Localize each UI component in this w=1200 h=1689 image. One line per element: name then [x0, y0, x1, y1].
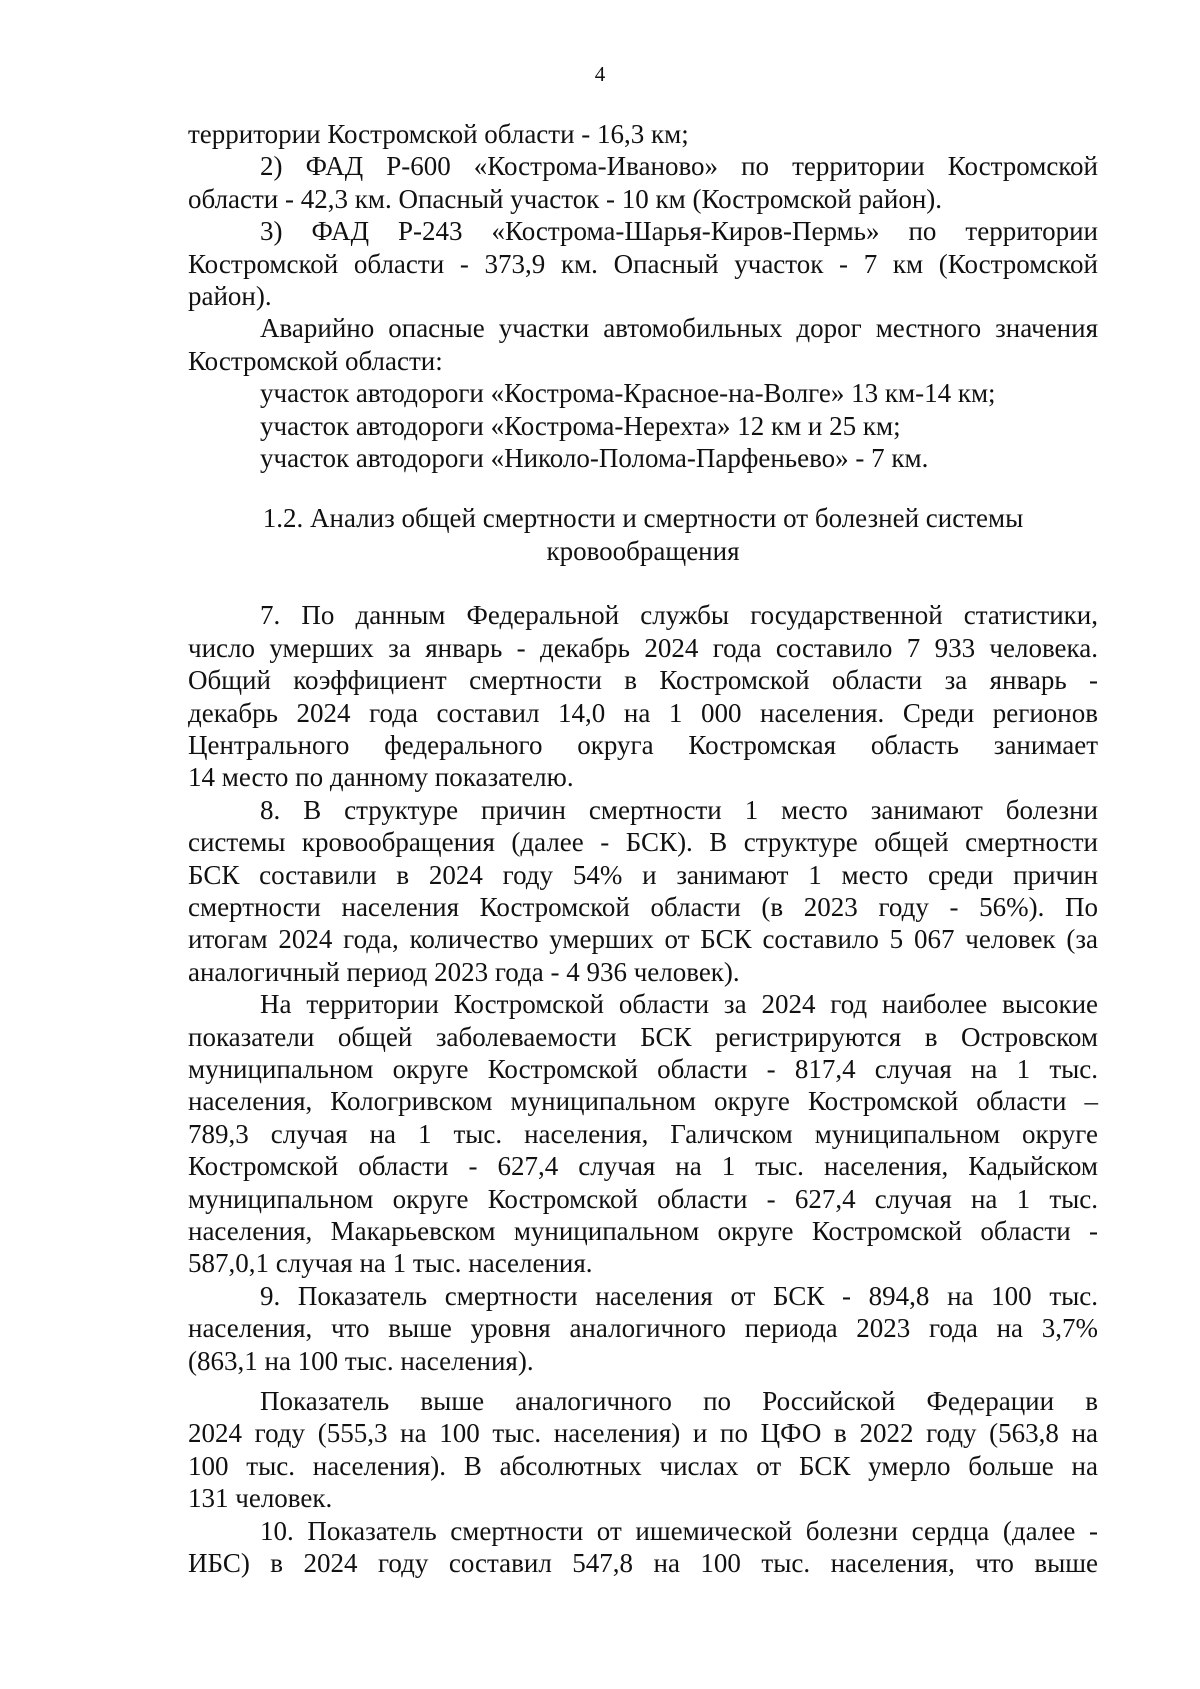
- text-line: 789,3 случая на 1 тыс. населения, Галичском муниципальном округе: [188, 1118, 1098, 1149]
- document-body: [188, 118, 1098, 1579]
- paragraph: [188, 794, 1098, 988]
- text-line: системы кровообращения (далее - БСК). В структуре общей смертности: [188, 827, 1098, 858]
- text-line: район).: [188, 281, 272, 312]
- text-line: смертности населения Костромской области (в 2023 году - 56%). По: [188, 891, 1098, 922]
- paragraph-spacer: [188, 474, 1098, 502]
- paragraph-spacer: [188, 1377, 1098, 1385]
- text-line: муниципальном округе Костромской области - 817,4 случая на 1 тыс.: [188, 1053, 1098, 1084]
- road-section-item: участок автодороги «Кострома-Красное-на-Волге» 13 км-14 км;: [260, 378, 996, 409]
- heading-line: кровообращения: [546, 535, 740, 566]
- text-line: области - 42,3 км. Опасный участок - 10 км (Костромской район).: [188, 183, 943, 214]
- text-line: Центрального федерального округа Костромская область занимает: [188, 729, 1098, 760]
- paragraph: [188, 988, 1098, 1280]
- text-line: территории Костромской области - 16,3 км;: [188, 119, 689, 149]
- text-line: населения, Макарьевском муниципальном округе Костромской области -: [188, 1216, 1098, 1246]
- text-line: 2024 году (555,3 на 100 тыс. населения) и по ЦФО в 2022 году (563,8 на: [188, 1418, 1098, 1449]
- text-line: 7. По данным Федеральной службы государственной статистики,: [260, 600, 1098, 631]
- text-line: Костромской области - 627,4 случая на 1 тыс. населения, Кадыйском: [188, 1151, 1098, 1182]
- section-heading: [188, 502, 1098, 567]
- paragraph: [188, 1385, 1098, 1515]
- paragraph: [188, 599, 1098, 793]
- text-line: На территории Костромской области за 2024 год наиболее высокие: [260, 989, 1098, 1020]
- text-line: Показатель выше аналогичного по Российской Федерации в: [260, 1386, 1098, 1417]
- paragraph: [188, 1280, 1098, 1377]
- paragraph: [188, 1515, 1098, 1580]
- road-section-item: участок автодороги «Кострома-Нерехта» 12 км и 25 км;: [260, 410, 901, 441]
- heading-line: 1.2. Анализ общей смертности и смертности от болезней системы: [262, 503, 1024, 534]
- text-line: 131 человек.: [188, 1483, 333, 1514]
- text-line: 14 место по данному показателю.: [188, 762, 574, 793]
- text-line: Аварийно опасные участки автомобильных дорог местного значения: [260, 313, 1098, 344]
- text-line: Костромской области:: [188, 345, 443, 376]
- text-line: декабрь 2024 года составил 14,0 на 1 000 населения. Среди регионов: [188, 697, 1098, 728]
- text-line: 2) ФАД Р-600 «Кострома-Иваново» по территории Костромской: [260, 151, 1098, 182]
- text-line: населения, Кологривском муниципальном округе Костромской области –: [188, 1086, 1098, 1117]
- paragraph: [188, 215, 1098, 312]
- paragraph-spacer: [188, 567, 1098, 599]
- text-line: ИБС) в 2024 году составил 547,8 на 100 тыс. населения, что выше: [188, 1548, 1098, 1579]
- paragraph: [188, 150, 1098, 215]
- text-line: БСК составили в 2024 году 54% и занимают 1 место среди причин: [188, 859, 1098, 890]
- text-line: (863,1 на 100 тыс. населения).: [188, 1345, 534, 1376]
- text-line: 100 тыс. населения). В абсолютных числах от БСК умерло больше на: [188, 1450, 1098, 1481]
- paragraph: [188, 118, 1098, 150]
- page-number: 4: [594, 62, 606, 86]
- text-line: Костромской области - 373,9 км. Опасный участок - 7 км (Костромской: [188, 248, 1098, 279]
- text-line: 3) ФАД Р-243 «Кострома-Шарья-Киров-Пермь» по территории: [260, 216, 1098, 247]
- text-line: показатели общей заболеваемости БСК регистрируются в Островском: [188, 1021, 1098, 1052]
- text-line: итогам 2024 года, количество умерших от БСК составило 5 067 человек (за: [188, 924, 1098, 955]
- text-line: муниципальном округе Костромской области - 627,4 случая на 1 тыс.: [188, 1183, 1098, 1214]
- text-line: 587,0,1 случая на 1 тыс. населения.: [188, 1248, 593, 1279]
- road-section-item: участок автодороги «Николо-Полома-Парфеньево» - 7 км.: [260, 443, 929, 474]
- text-line: аналогичный период 2023 года - 4 936 человек).: [188, 956, 740, 987]
- paragraph: [188, 312, 1098, 377]
- text-line: 8. В структуре причин смертности 1 место занимают болезни: [260, 794, 1098, 825]
- text-line: населения, что выше уровня аналогичного периода 2023 года на 3,7%: [188, 1313, 1098, 1344]
- text-line: 9. Показатель смертности населения от БСК - 894,8 на 100 тыс.: [260, 1280, 1098, 1311]
- text-line: число умерших за январь - декабрь 2024 года составило 7 933 человека.: [188, 632, 1098, 663]
- text-line: 10. Показатель смертности от ишемической болезни сердца (далее -: [260, 1515, 1098, 1546]
- text-line: Общий коэффициент смертности в Костромской области за январь -: [188, 665, 1098, 696]
